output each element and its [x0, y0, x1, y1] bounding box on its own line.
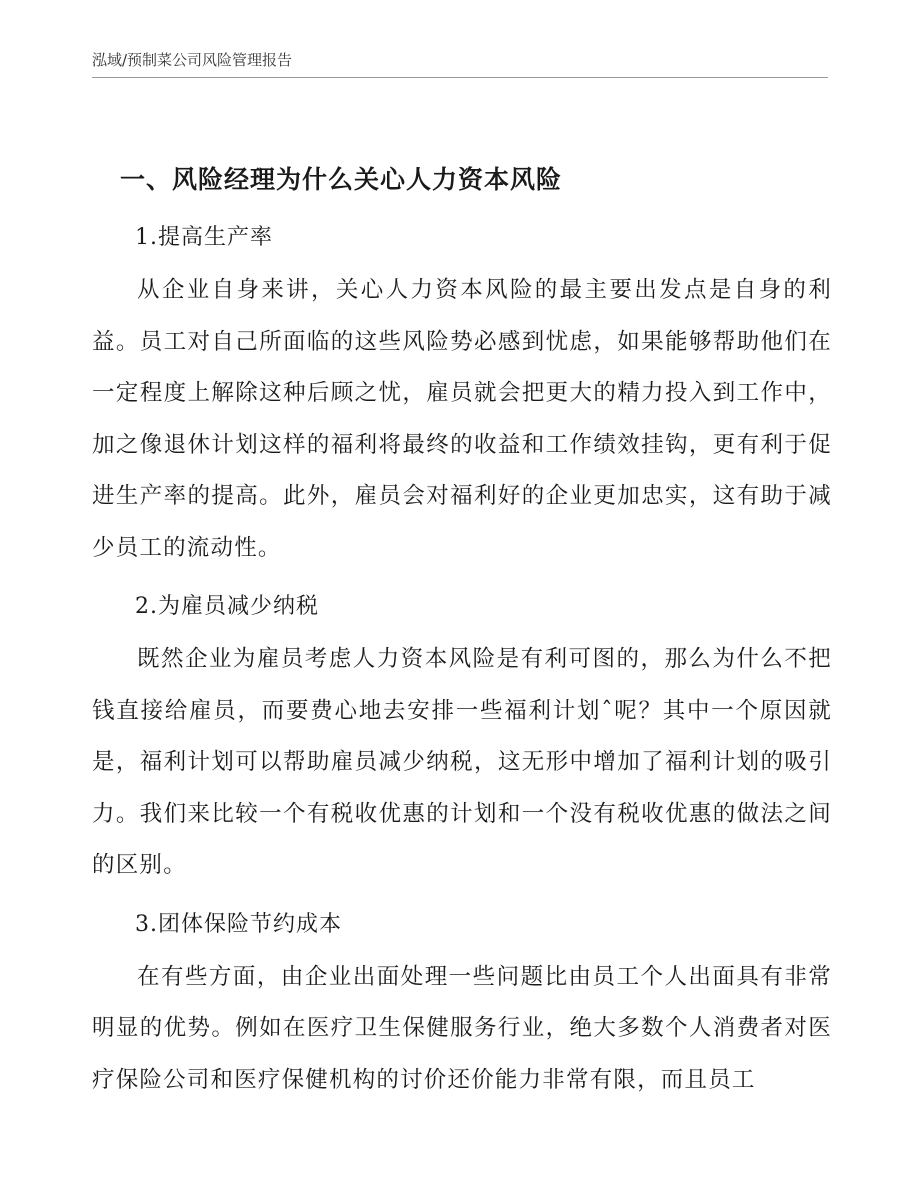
subsection-heading-2: 2.为雇员减少纳税: [135, 594, 319, 619]
subsection-paragraph-3: 在有些方面，由企业出面处理一些问题比由员工个人出面具有非常明显的优势。例如在医疗卫生保健服务行业，绝大多数个人消费者对医疗保险公司和医疗保健机构的讨价还价能力非常有限，而且员工: [92, 963, 832, 1093]
running-header: 泓域/预制菜公司风险管理报告: [92, 51, 293, 69]
subsection-heading-3: 3.团体保险节约成本: [135, 911, 342, 937]
subsection-heading-1: 1.提高生产率: [135, 225, 273, 250]
subsection-paragraph-2: 既然企业为雇员考虑人力资本风险是有利可图的，那么为什么不把钱直接给雇员，而要费心地去安排一些福利计划ˆ呢？其中一个原因就是，福利计划可以帮助雇员减少纳税，这无形中增加了福利计划的吸引力。我们来比较一个有税收优惠的计划和一个没有税收优惠的做法之间的区别。: [92, 646, 832, 878]
section-title: 一、风险经理为什么关心人力资本风险: [120, 165, 563, 194]
header-divider: [92, 77, 828, 78]
subsection-paragraph-1: 从企业自身来讲，关心人力资本风险的最主要出发点是自身的利益。员工对自己所面临的这些风险势必感到忧虑，如果能够帮助他们在一定程度上解除这种后顾之忧，雇员就会把更大的精力投入到工作中，加之像退休计划这样的福利将最终的收益和工作绩效挂钩，更有利于促进生产率的提高。此外，雇员会对福利好的企业更加忠实，这有助于减少员工的流动性。: [92, 277, 832, 561]
document-body: [92, 150, 832, 1106]
